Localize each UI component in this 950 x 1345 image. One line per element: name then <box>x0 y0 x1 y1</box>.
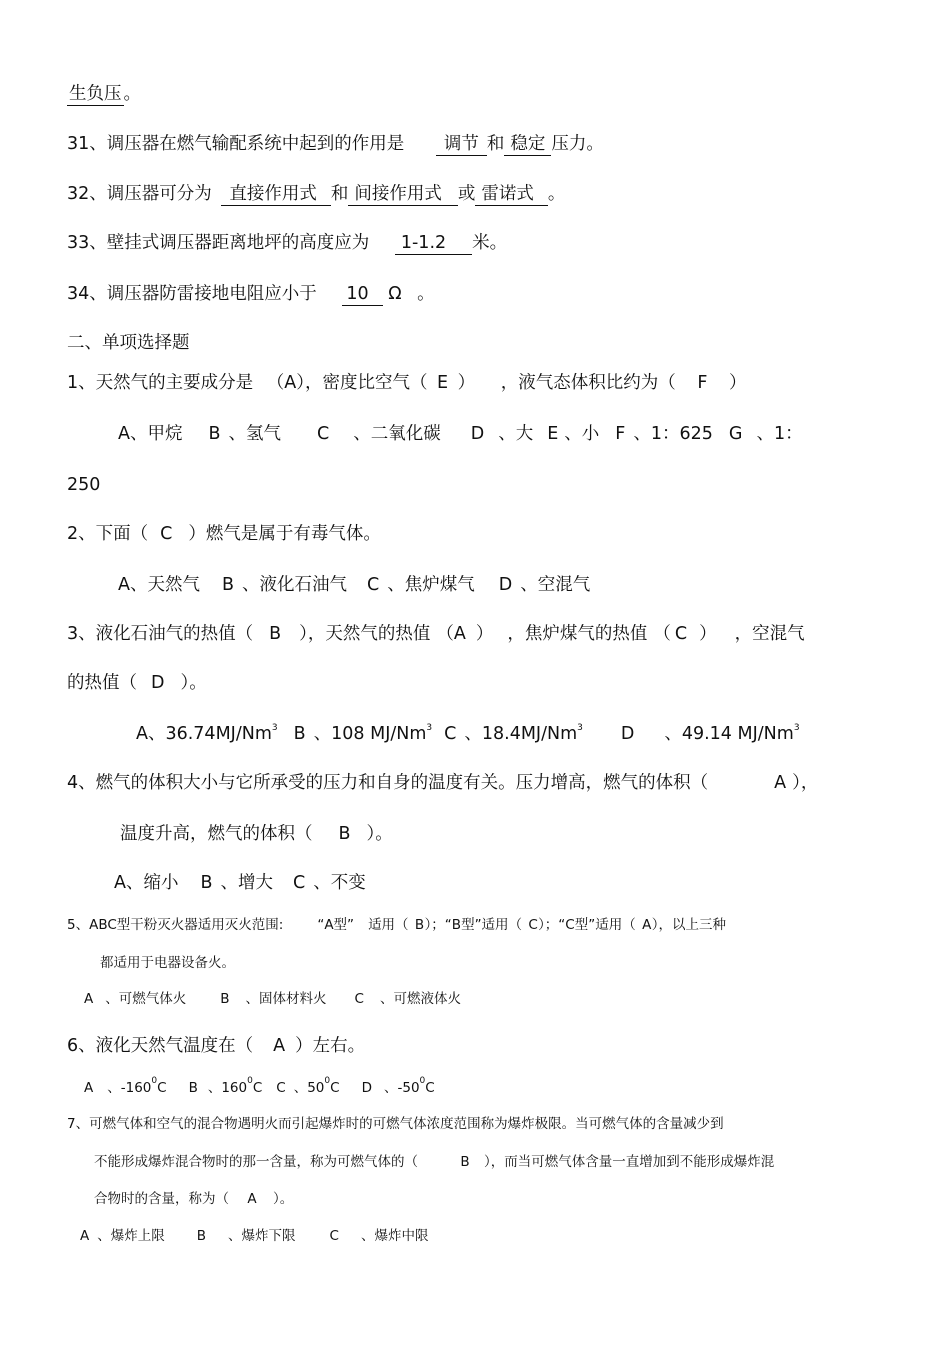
text: ，密度比空气（ <box>304 373 428 393</box>
option: 、固体材料火 <box>245 991 327 1007</box>
option-letter: G <box>728 424 743 444</box>
text: ）。 <box>180 673 207 693</box>
options-1-cont: 250 <box>67 475 101 495</box>
superscript: 3 <box>426 723 433 733</box>
choice-question-3-cont <box>67 675 207 693</box>
text: C <box>425 1080 435 1096</box>
question-text: 4、燃气的体积大小与它所承受的压力和自身的温度有关。压力增高，燃气的体积（ <box>67 773 709 793</box>
text: ，焦炉煤气的热值 <box>507 624 648 644</box>
answer-blank: 1-1.2 <box>395 235 472 255</box>
option-letter: B <box>221 575 234 595</box>
text: ），天然气的热值 <box>299 624 431 644</box>
option: A、天然气 <box>118 575 200 595</box>
text: 。 <box>417 284 435 304</box>
option-letter: D <box>498 575 513 595</box>
question-34 <box>67 286 435 306</box>
answer: A <box>642 917 652 933</box>
answer: A <box>284 373 297 393</box>
text: ）；“B型”适用（ <box>424 917 523 933</box>
question-text: 34、调压器防雷接地电阻应小于 <box>67 284 317 304</box>
option-letter: B <box>208 424 221 444</box>
text: C <box>330 1080 340 1096</box>
text: C <box>252 1080 263 1096</box>
text: ）， <box>792 773 819 793</box>
option: 、108 MJ/Nm <box>313 724 427 744</box>
text: 适用（ <box>368 917 409 933</box>
answer-blank: 稳定 <box>504 136 551 156</box>
question-text: 1、天然气的主要成分是 <box>67 373 254 393</box>
answer-blank: 雷诺式 <box>475 186 548 206</box>
text: 。 <box>123 84 141 104</box>
option: 、大 <box>498 424 534 444</box>
superscript: 3 <box>577 723 583 733</box>
option-letter: C <box>276 1080 286 1096</box>
text: ） <box>296 373 305 393</box>
text: 。 <box>547 184 566 204</box>
answer: E <box>437 373 449 393</box>
text: Ω <box>388 284 402 304</box>
question-33 <box>67 235 507 255</box>
text: ），以上三种 <box>651 917 726 933</box>
superscript: 3 <box>793 723 800 733</box>
section-heading: 二、单项选择题 <box>67 333 190 353</box>
option-letter: B <box>188 1080 198 1096</box>
text: ）；“C型”适用（ <box>538 917 636 933</box>
line-intro <box>67 86 141 106</box>
option: 、二氧化碳 <box>353 424 441 444</box>
text: 或 <box>457 184 476 204</box>
answer: C <box>674 624 688 644</box>
choice-question-5 <box>67 919 726 933</box>
option-letter: D <box>470 424 485 444</box>
text: ）。 <box>366 824 393 844</box>
option-letter: C <box>317 424 330 444</box>
option-letter: C <box>367 575 380 595</box>
answer: B <box>460 1154 470 1170</box>
text: ）。 <box>273 1191 294 1207</box>
choice-question-7: 7、可燃气体和空气的混合物遇明火而引起爆炸时的可燃气体浓度范围称为爆炸极限。当可燃气体的含量减少到 <box>67 1116 724 1132</box>
options-4 <box>114 875 366 893</box>
answer: A <box>774 773 787 793</box>
choice-question-1 <box>67 375 746 393</box>
text: 合物时的含量，称为（ <box>94 1191 229 1207</box>
question-text: 5、ABC型干粉灭火器适用灭火范围: <box>67 917 284 933</box>
choice-question-4 <box>67 775 818 793</box>
option: 、1： <box>756 424 803 444</box>
question-text: 3、液化石油气的热值（ <box>67 624 254 644</box>
option: 、-160 <box>107 1080 152 1096</box>
option-letter: B <box>293 724 306 744</box>
choice-question-6 <box>67 1038 365 1056</box>
answer-blank: 生负压 <box>69 84 122 104</box>
option: A、甲烷 <box>118 424 183 444</box>
choice-question-7-cont2 <box>94 1193 293 1207</box>
option-letter: B <box>196 1228 207 1244</box>
options-2 <box>118 577 590 595</box>
options-6 <box>84 1076 435 1096</box>
superscript: 0 <box>247 1076 253 1086</box>
options-5 <box>84 993 461 1007</box>
option-letter: A <box>84 1080 94 1096</box>
option: A、36.74MJ/Nm <box>136 724 272 744</box>
answer: B <box>338 824 351 844</box>
question-text: 31、调压器在燃气输配系统中起到的作用是 <box>67 134 405 154</box>
text: 和 <box>330 184 349 204</box>
text: “A型” <box>317 917 355 933</box>
text: （ <box>436 624 454 644</box>
answer: B <box>269 624 282 644</box>
option: 、49.14 MJ/Nm <box>664 724 794 744</box>
text: ，液气态体积比约为（ <box>500 373 676 393</box>
options-3 <box>136 723 800 744</box>
option-letter: D <box>361 1080 372 1096</box>
superscript: 3 <box>271 723 278 733</box>
option-letter: C <box>329 1228 339 1244</box>
option-letter: B <box>220 991 230 1007</box>
option-letter: C <box>354 991 364 1007</box>
question-text: 2、下面（ <box>67 524 149 544</box>
answer: D <box>151 673 165 693</box>
superscript: 0 <box>324 1076 331 1086</box>
answer-blank: 调节 <box>436 136 487 156</box>
question-text: 32、调压器可分为 <box>67 184 212 204</box>
option-letter: B <box>200 873 213 893</box>
option: 、增大 <box>220 873 273 893</box>
answer: A <box>247 1191 257 1207</box>
text: C <box>157 1080 167 1096</box>
option: 、1：625 <box>633 424 713 444</box>
option-letter: A <box>80 1228 90 1244</box>
text: ） <box>457 373 476 393</box>
choice-question-4-cont <box>120 826 393 844</box>
option-letter: C <box>444 724 457 744</box>
option-letter: C <box>293 873 306 893</box>
option: 、-50 <box>383 1080 420 1096</box>
option-letter: F <box>615 424 626 444</box>
answer-blank: 直接作用式 <box>221 186 331 206</box>
option: 、160 <box>207 1080 248 1096</box>
choice-question-7-cont <box>94 1156 774 1170</box>
option-letter: A <box>84 991 94 1007</box>
option: 、可燃气体火 <box>105 991 187 1007</box>
text: （ <box>266 373 285 393</box>
option: 、爆炸上限 <box>97 1228 165 1244</box>
text: （ <box>653 624 671 644</box>
choice-question-5-cont: 都适用于电器设备火。 <box>100 955 235 971</box>
option: 、氢气 <box>228 424 281 444</box>
text: ），而当可燃气体含量一直增加到不能形成爆炸混 <box>484 1154 775 1170</box>
option: A、缩小 <box>114 873 179 893</box>
answer: A <box>453 624 466 644</box>
superscript: 0 <box>151 1076 158 1086</box>
text: ） <box>475 624 494 644</box>
option: 、18.4MJ/Nm <box>464 724 578 744</box>
option: 、液化石油气 <box>242 575 347 595</box>
answer: B <box>414 917 425 933</box>
text: 和 <box>486 134 505 154</box>
question-31 <box>67 136 604 156</box>
option: 、爆炸中限 <box>360 1228 429 1244</box>
option-letter: D <box>620 724 635 744</box>
question-text: 6、液化天然气温度在（ <box>67 1036 254 1056</box>
question-32 <box>67 186 565 206</box>
text: 米。 <box>472 233 508 253</box>
text: ）燃气是属于有毒气体。 <box>188 524 381 544</box>
options-1 <box>118 426 803 444</box>
option: 、焦炉煤气 <box>387 575 475 595</box>
choice-question-2 <box>67 526 381 544</box>
option: 、不变 <box>313 873 366 893</box>
answer: F <box>697 373 708 393</box>
choice-question-3 <box>67 626 805 644</box>
option: 、空混气 <box>520 575 591 595</box>
text: 温度升高，燃气的体积（ <box>120 824 313 844</box>
answer-blank: 间接作用式 <box>348 186 458 206</box>
text: 不能形成爆炸混合物时的那一含量，称为可燃气体的（ <box>94 1154 418 1170</box>
option: 、小 <box>564 424 600 444</box>
option: 、50 <box>293 1080 325 1096</box>
option: 、爆炸下限 <box>228 1228 296 1244</box>
answer: C <box>528 917 538 933</box>
text: 压力。 <box>551 134 604 154</box>
options-7 <box>80 1230 428 1244</box>
answer-blank: 10 <box>342 286 382 306</box>
option-letter: E <box>547 424 559 444</box>
option: 、可燃液体火 <box>379 991 461 1007</box>
text: ）左右。 <box>295 1036 366 1056</box>
text: ） <box>699 624 717 644</box>
text: ，空混气 <box>734 624 805 644</box>
question-text: 33、壁挂式调压器距离地坪的高度应为 <box>67 233 370 253</box>
text: ） <box>728 373 747 393</box>
answer: A <box>273 1036 286 1056</box>
text: 的热值（ <box>67 673 137 693</box>
answer: C <box>160 524 173 544</box>
superscript: 0 <box>419 1076 426 1086</box>
